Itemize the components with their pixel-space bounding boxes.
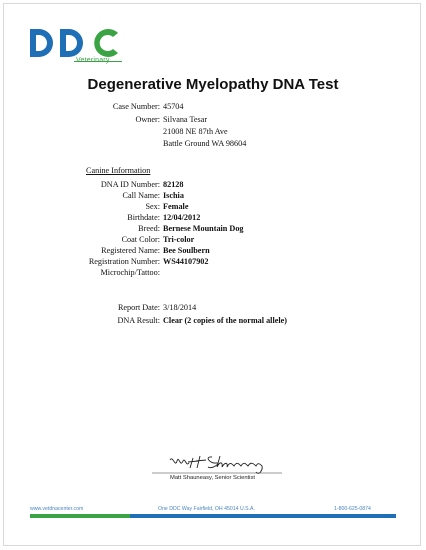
owner-street: 21008 NE 87th Ave <box>163 127 228 136</box>
field-label: Coat Color: <box>121 235 160 244</box>
footer-phone: 1-800-625-0874 <box>334 506 371 512</box>
field-value: Female <box>163 202 189 211</box>
field-value: 12/04/2012 <box>163 213 201 222</box>
signer-name: Matt Shauneasy, Senior Scientist <box>170 475 255 481</box>
ddc-logo <box>30 24 130 74</box>
field-label: Birthdate: <box>127 213 160 222</box>
field-label: Breed: <box>138 224 160 233</box>
footer-blue-bar <box>130 514 396 518</box>
dna-result-label: DNA Result: <box>117 316 160 325</box>
owner-city: Battle Ground WA 98604 <box>163 139 247 148</box>
footer-website[interactable]: www.vetdnacenter.com <box>30 506 84 512</box>
field-value: Bernese Mountain Dog <box>163 224 244 233</box>
field-label: DNA ID Number: <box>100 180 160 189</box>
field-label: Microchip/Tattoo: <box>100 268 160 277</box>
case-value: 45704 <box>163 102 184 111</box>
field-label: Registration Number: <box>88 257 160 266</box>
logo-subtitle: Veterinary <box>76 57 110 64</box>
owner-label: Owner: <box>135 115 160 124</box>
field-value: Ischia <box>163 191 184 200</box>
footer-address: One DDC Way Fairfield, OH 45014 U.S.A. <box>158 506 255 512</box>
field-label: Call Name: <box>122 191 160 200</box>
canine-info-heading: Canine Information <box>86 166 151 175</box>
field-value: WS44107902 <box>163 257 209 266</box>
dna-result-value: Clear (2 copies of the normal allele) <box>163 316 287 325</box>
report-date-value: 3/18/2014 <box>163 303 197 312</box>
field-value: Tri-color <box>163 235 195 244</box>
owner-name: Silvana Tesar <box>163 115 208 124</box>
field-label: Sex: <box>145 202 160 211</box>
field-label: Registered Name: <box>101 246 160 255</box>
field-value: Bee Soulbern <box>163 246 210 255</box>
case-label: Case Number: <box>112 102 160 111</box>
page-title: Degenerative Myelopathy DNA Test <box>87 76 339 93</box>
field-value: 82128 <box>163 180 184 189</box>
footer-green-bar <box>30 514 130 518</box>
report-date-label: Report Date: <box>117 303 160 312</box>
